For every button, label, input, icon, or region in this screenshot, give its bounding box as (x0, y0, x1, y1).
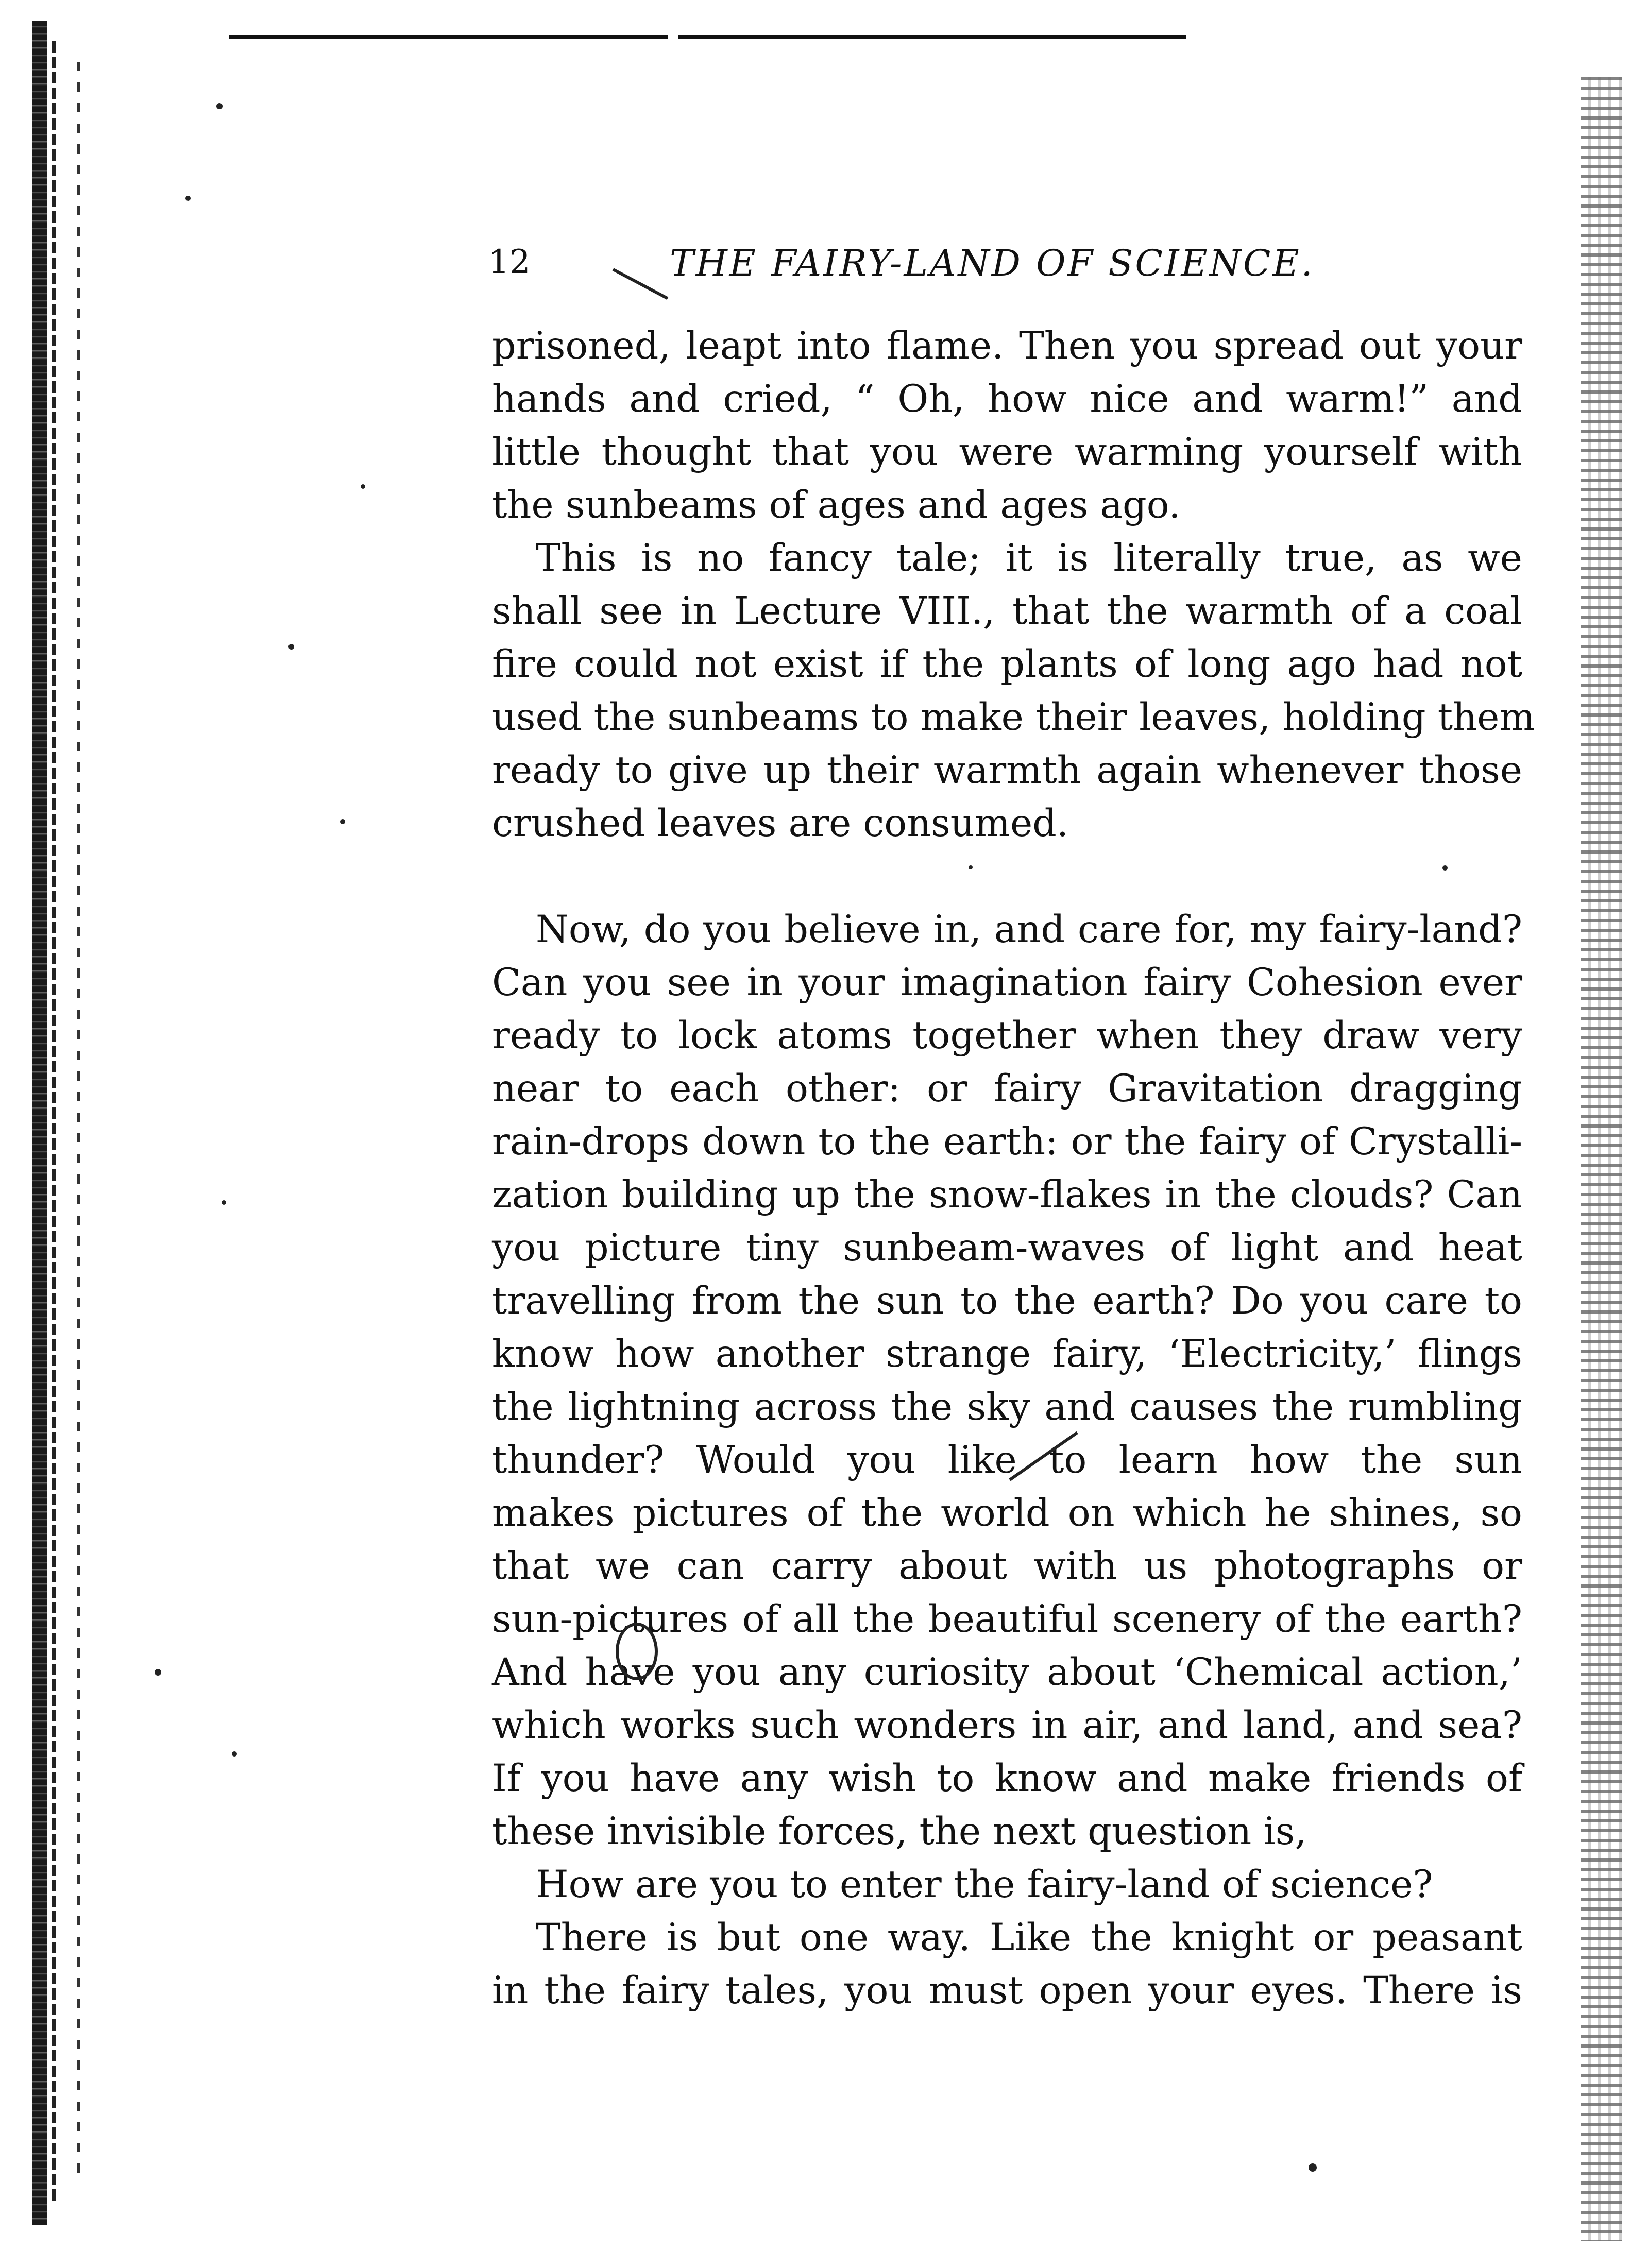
scan-speck (1309, 2163, 1317, 2172)
section-break (492, 850, 1522, 903)
text-line: ready to lock atoms together when they draw very (492, 1014, 1522, 1058)
text-line: Can you see in your imagination fairy Cohesion ever (492, 961, 1522, 1004)
text-line: hands and cried, “ Oh, how nice and warm!” and (492, 377, 1522, 421)
scan-speck (361, 484, 365, 489)
page-number: 12 (488, 243, 531, 281)
text-line: thunder? Would you like to learn how the sun (492, 1438, 1522, 1482)
text-line: There is but one way. Like the knight or peasant (536, 1916, 1522, 1959)
text-line: rain-drops down to the earth: or the fairy of Crystalli- (492, 1120, 1522, 1164)
text-line: know how another strange fairy, ‘Electricity,’ flings (492, 1332, 1522, 1376)
text-line: ready to give up their warmth again whenever those (492, 748, 1522, 792)
scan-speck (969, 865, 973, 869)
text-line: these invisible forces, the next question is, (492, 1810, 1307, 1853)
text-line: little thought that you were warming yourself with (492, 430, 1522, 474)
text-line: in the fairy tales, you must open your eyes. There is (492, 1969, 1522, 2013)
scan-speck (288, 644, 294, 650)
text-line: fire could not exist if the plants of long ago had not (492, 642, 1522, 686)
text-line: crushed leaves are consumed. (492, 802, 1069, 845)
pencil-mark (616, 1623, 658, 1680)
scan-speck (1442, 865, 1448, 871)
page-edge-right (1581, 77, 1622, 2241)
text-line: the lightning across the sky and causes the rumbling (492, 1385, 1522, 1429)
text-line: makes pictures of the world on which he shines, so (492, 1491, 1522, 1535)
text-line: If you have any wish to know and make friends of (492, 1757, 1522, 1800)
scan-speck (185, 196, 191, 201)
text-line: travelling from the sun to the earth? Do you care to (492, 1279, 1522, 1323)
text-line: the sunbeams of ages and ages ago. (492, 483, 1181, 527)
text-line: shall see in Lecture VIII., that the warmth of a coal (492, 589, 1522, 633)
scan-speck (232, 1751, 237, 1757)
scan-speck (155, 1669, 161, 1676)
scan-speck (216, 103, 223, 109)
binding-edge-left-inner (52, 41, 56, 2205)
text-line: you picture tiny sunbeam-waves of light and heat (492, 1226, 1522, 1270)
scan-speck (340, 819, 345, 824)
binding-edge-left-shadow (77, 62, 80, 2174)
text-line: And have you any curiosity about ‘Chemical action,’ (492, 1650, 1522, 1694)
scan-speck (222, 1200, 226, 1205)
text-line: near to each other: or fairy Gravitation dragging (492, 1067, 1522, 1111)
pencil-mark (613, 268, 669, 300)
text-line: This is no fancy tale; it is literally true, as we (536, 536, 1522, 580)
running-head-title: THE FAIRY-LAND OF SCIENCE. (670, 242, 1315, 284)
text-line: Now, do you believe in, and care for, my fairy-land? (536, 908, 1522, 951)
binding-edge-left (32, 21, 47, 2225)
text-line: sun-pictures of all the beautiful scenery of the earth? (492, 1597, 1522, 1641)
top-rule (229, 35, 1226, 39)
text-line: used the sunbeams to make their leaves, holding them (492, 695, 1535, 739)
body-text (492, 319, 1535, 2017)
text-line: that we can carry about with us photographs or (492, 1544, 1522, 1588)
text-line: prisoned, leapt into flame. Then you spread out your (492, 324, 1522, 368)
text-line: which works such wonders in air, and land, and sea? (492, 1703, 1522, 1747)
text-line: zation building up the snow-flakes in the clouds? Can (492, 1173, 1522, 1217)
text-line: How are you to enter the fairy-land of science? (536, 1863, 1433, 1906)
